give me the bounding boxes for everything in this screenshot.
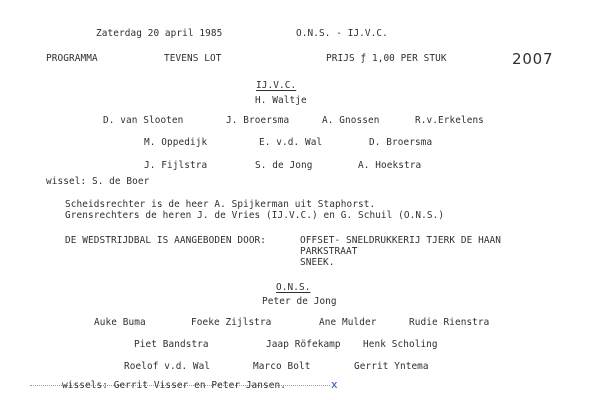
team1-player: H. Waltje — [255, 95, 307, 106]
team2-player: Rudie Rienstra — [409, 317, 490, 328]
team1-player: S. de Jong — [255, 160, 313, 171]
sponsor-label: DE WEDSTRIJDBAL IS AANGEBODEN DOOR: — [65, 235, 267, 246]
linesmen-line: Grensrechters de heren J. de Vries (IJ.V.C.) en G. Schuil (O.N.S.) — [65, 210, 445, 221]
team2-player: Auke Buma — [94, 317, 146, 328]
team1-player: D. van Slooten — [103, 115, 184, 126]
team1-player: D. Broersma — [369, 137, 433, 148]
team2-name: O.N.S. — [276, 282, 311, 293]
team1-name: IJ.V.C. — [256, 80, 297, 91]
team2-player: Gerrit Yntema — [354, 361, 429, 372]
program-label: PROGRAMMA — [46, 53, 98, 64]
team1-player: J. Broersma — [226, 115, 290, 126]
program-number: 2007 — [512, 50, 554, 68]
match-date: Zaterdag 20 april 1985 — [96, 28, 223, 39]
team1-player: E. v.d. Wal — [259, 137, 323, 148]
price-label: PRIJS ƒ 1,00 PER STUK — [326, 53, 447, 64]
team1-player: R.v.Erkelens — [415, 115, 484, 126]
match-teams: O.N.S. - IJ.V.C. — [296, 28, 388, 39]
sponsor-name: OFFSET- SNELDRUKKERIJ TJERK DE HAAN — [300, 235, 502, 246]
team2-player: Henk Scholing — [363, 339, 438, 350]
team2-player: Jaap Röfekamp — [266, 339, 341, 350]
team2-subs: wissels: Gerrit Visser en Peter Jansen. — [62, 380, 287, 391]
team1-subs: wissel: S. de Boer — [46, 176, 150, 187]
referee-line: Scheidsrechter is de heer A. Spijkerman uit Staphorst. — [65, 199, 376, 210]
team2-player: Peter de Jong — [262, 296, 337, 307]
lot-label: TEVENS LOT — [164, 53, 222, 64]
team1-player: M. Oppedijk — [144, 137, 208, 148]
sponsor-street: PARKSTRAAT — [300, 246, 358, 257]
team2-player: Piet Bandstra — [134, 339, 209, 350]
team2-player: Foeke Zijlstra — [191, 317, 272, 328]
team1-player: J. Fijlstra — [144, 160, 208, 171]
team2-player: Ane Mulder — [319, 317, 377, 328]
team1-player: A. Hoekstra — [358, 160, 422, 171]
blue-x-mark: x — [331, 378, 338, 391]
team2-player: Roelof v.d. Wal — [124, 361, 211, 372]
team2-player: Marco Bolt — [253, 361, 311, 372]
team1-player: A. Gnossen — [322, 115, 380, 126]
sponsor-city: SNEEK. — [300, 257, 335, 268]
